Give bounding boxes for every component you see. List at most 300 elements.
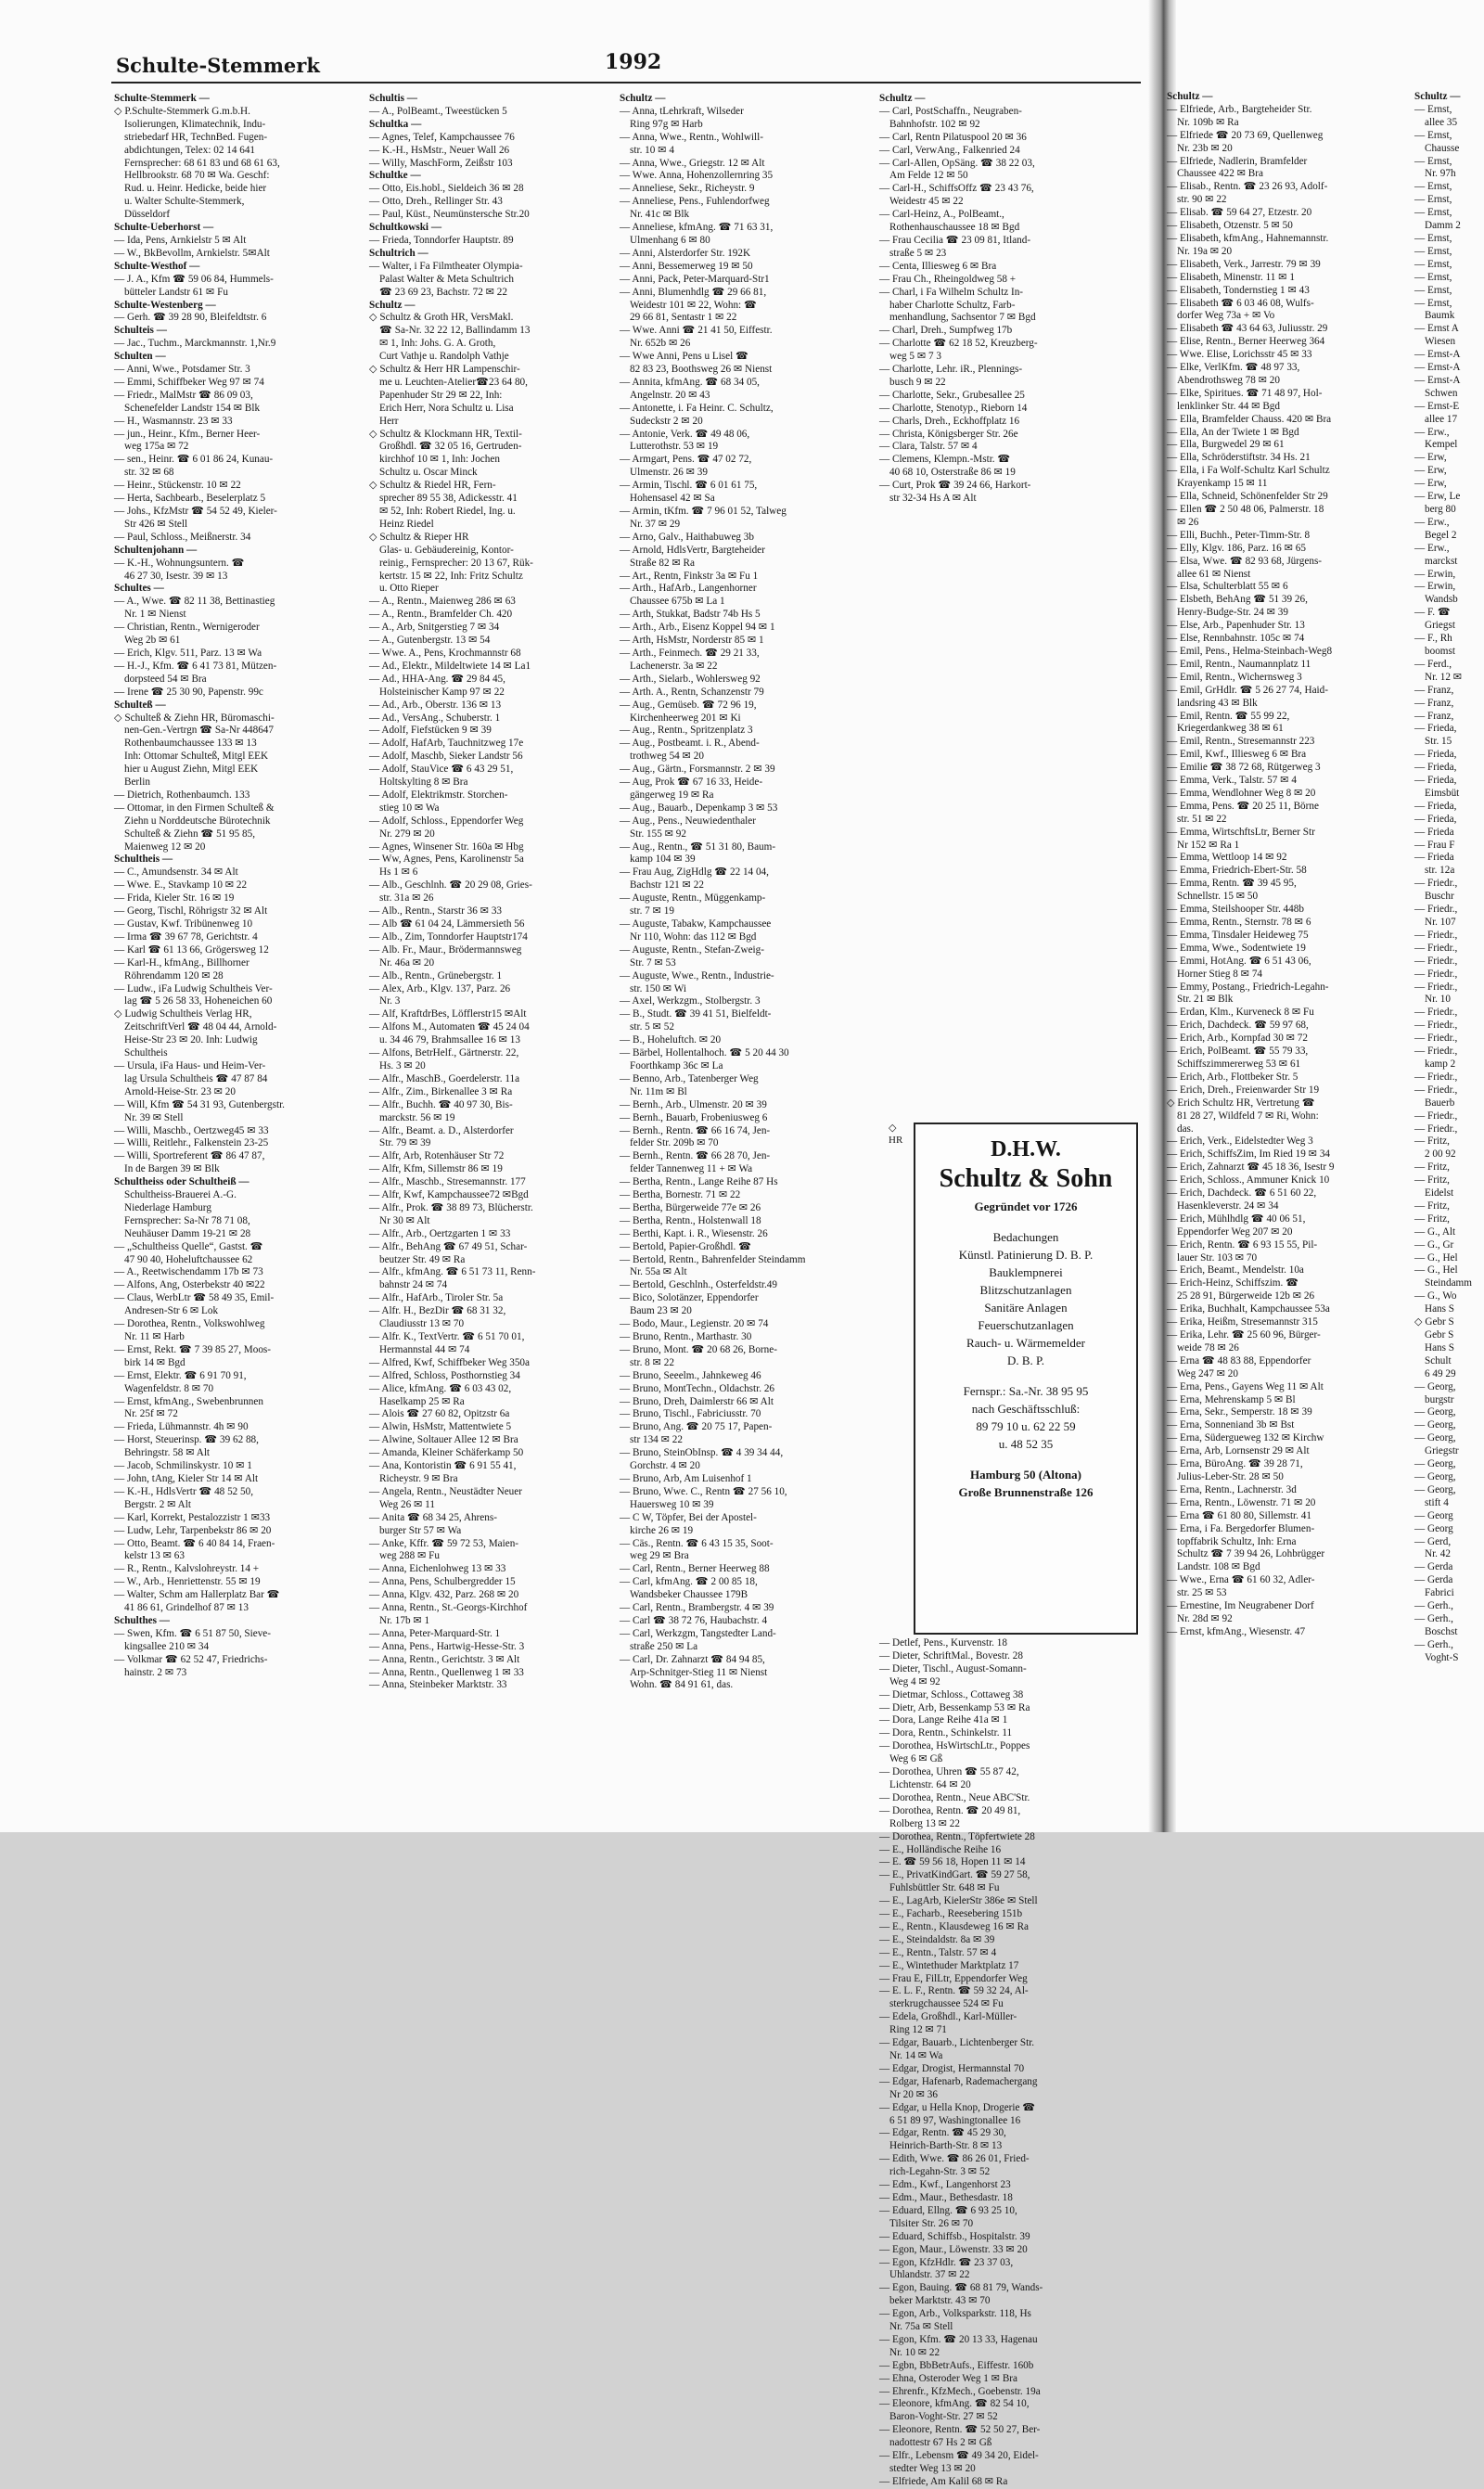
directory-entry: — Wwe. Elise, Lorichsstr 45 ✉ 33 (1167, 349, 1312, 361)
directory-entry: — Erw, (1414, 478, 1447, 490)
directory-entry: — Anna, Eichenlohweg 13 ✉ 33 (369, 1563, 506, 1575)
directory-entry: str. 8 ✉ 22 (630, 1356, 674, 1368)
directory-entry: Gorchstr. 4 ✉ 20 (630, 1460, 700, 1472)
directory-entry: — Elli, Buchh., Peter-Timm-Str. 8 (1167, 529, 1311, 541)
directory-entry: — Elisabeth, Minenstr. 11 ✉ 1 (1167, 271, 1295, 283)
directory-entry: — Antonie, Verk. ☎ 49 48 06, (620, 428, 750, 440)
directory-entry: Maienweg 12 ✉ 20 (124, 840, 206, 853)
directory-entry: — G., Alt (1414, 1225, 1456, 1238)
directory-entry: — Alfr. H., BezDir ☎ 68 31 32, (369, 1305, 506, 1317)
directory-entry: — Egon, KfzHdlr. ☎ 23 37 03, (879, 2256, 1014, 2268)
directory-entry: — A., Rentn., Bramfelder Ch. 420 (369, 609, 513, 621)
directory-entry: Nr. 11 ✉ Harb (124, 1331, 185, 1342)
directory-entry: — Emmi, Schiffbeker Weg 97 ✉ 74 (114, 376, 264, 388)
directory-entry: burgstr (1425, 1393, 1454, 1405)
directory-entry: Nr. 3 (379, 995, 401, 1007)
directory-entry: lenklinker Str. 44 ✉ Bgd (1177, 400, 1280, 412)
directory-entry: Inh: Ottomar Schulteß, Mitgl EEK (124, 751, 269, 763)
directory-entry: — Georg (1414, 1509, 1453, 1521)
directory-entry: Str. 155 ✉ 92 (630, 828, 686, 840)
directory-entry: — Georg, (1414, 1458, 1456, 1470)
directory-entry: — G., Hel (1414, 1251, 1458, 1264)
directory-entry: Heinz Riedel (379, 518, 434, 530)
directory-entry: Fuhlsbüttler Str. 648 ✉ Fu (889, 1882, 1000, 1894)
directory-entry: — Emil, Rentn., Stresemannstr 223 (1167, 736, 1315, 748)
directory-entry: — Erich, Arb., Kornpfad 30 ✉ 72 (1167, 1033, 1308, 1045)
directory-entry: str. 5 ✉ 52 (630, 1021, 674, 1033)
directory-entry: — G., Hel (1414, 1264, 1458, 1277)
directory-entry: Haselkamp 25 ✉ Ra (379, 1395, 465, 1407)
directory-entry: Schulteis — (114, 325, 167, 337)
directory-entry: — Frau Aug, ZigHdlg ☎ 22 14 04, (620, 866, 769, 879)
directory-entry: — Aug., Bauarb., Depenkamp 3 ✉ 53 (620, 802, 778, 814)
directory-entry: — Paul, Schloss., Meißnerstr. 34 (114, 531, 251, 543)
directory-entry: — Frieda, (1414, 800, 1457, 812)
directory-entry: — J. A., Kfm ☎ 59 06 84, Hummels- (114, 273, 274, 285)
directory-entry: ◇ Schultz & Riedel HR, Fern- (369, 480, 496, 492)
directory-entry: — Bertold, Geschlnh., Osterfeldstr.49 (620, 1279, 777, 1291)
directory-entry: — Auguste, Rentn., Müggenkamp- (620, 892, 766, 905)
directory-entry: — E., Holländische Reihe 16 (879, 1843, 1002, 1855)
directory-entry: Damm 2 (1425, 220, 1461, 232)
directory-entry: — Frieda, (1414, 762, 1457, 774)
directory-entry: — Gustav, Kwf. Tribünenweg 10 (114, 918, 253, 930)
directory-entry: — Bertold, Papier-Großhdl. ☎ (620, 1240, 752, 1252)
directory-entry: — Erich, Rentn. ☎ 6 93 15 55, Pil- (1167, 1238, 1318, 1251)
directory-entry: berg 80 (1425, 504, 1456, 515)
directory-entry: Griegst (1425, 620, 1455, 632)
directory-entry: 2 00 92 (1425, 1148, 1456, 1161)
directory-entry: — Ella, Burgwedel 29 ✉ 61 (1167, 439, 1285, 451)
directory-entry: — Friedr., MalMstr ☎ 86 09 03, (114, 389, 253, 401)
directory-entry: — Eleonore, Rentn. ☎ 52 50 27, Ber- (879, 2424, 1041, 2436)
directory-entry: — Wwe. Anna, Hohenzollernring 35 (620, 170, 774, 182)
directory-entry: Weg 247 ✉ 20 (1177, 1367, 1238, 1379)
directory-entry: weg 175a ✉ 72 (124, 441, 189, 453)
directory-entry: — W., BkBevollm, Arnkielstr. 5✉Alt (114, 247, 270, 259)
directory-entry: — Erich, Arb., Flottbeker Str. 5 (1167, 1071, 1298, 1083)
directory-entry: — Jacob, Schmilinskystr. 10 ✉ 1 (114, 1460, 252, 1472)
directory-entry: — Fritz, (1414, 1212, 1450, 1225)
directory-entry: str 32-34 Hs A ✉ Alt (889, 493, 977, 505)
ad-phone-line: nach Geschäftsschluß: (971, 1402, 1081, 1416)
directory-entry: u. Otto Rieper (379, 583, 439, 595)
directory-entry: — E., Steindaldstr. 8a ✉ 39 (879, 1933, 995, 1945)
ad-name: Schultz & Sohn (939, 1164, 1113, 1193)
directory-entry: — A., Wwe. ☎ 82 11 38, Bettinastieg (114, 596, 275, 608)
directory-entry: Nr. 42 (1425, 1548, 1451, 1560)
directory-entry: — Clemens, Klempn.-Mstr. ☎ (879, 454, 1011, 466)
directory-entry: Steindamm (1425, 1277, 1472, 1289)
directory-entry: — Carl-Heinz, A., PolBeamt., (879, 209, 1004, 221)
directory-entry: abdichtungen, Telex: 02 14 641 (124, 144, 256, 156)
directory-entry: — Bertha, Bornestr. 71 ✉ 22 (620, 1189, 741, 1201)
directory-entry: Weidestr 45 ✉ 22 (889, 196, 964, 208)
directory-entry: — Antonette, i. Fa Heinr. C. Schultz, (620, 402, 774, 414)
directory-entry: — Ernst, kfmAng., Swebenbrunnen (114, 1395, 263, 1407)
directory-entry: Nr. 10 (1425, 994, 1451, 1006)
directory-entry: — Ernst, kfmAng., Wiesenstr. 47 (1167, 1625, 1306, 1637)
directory-entry: — Carl, Rentn., Berner Heerweg 88 (620, 1563, 770, 1575)
directory-entry: — Alfons, Ang, Osterbekstr 40 ✉22 (114, 1279, 265, 1291)
directory-entry: — Emma, Tinsdaler Heideweg 75 (1167, 929, 1309, 941)
directory-entry: — Alb., Zim, Tonndorfer Hauptstr174 (369, 930, 528, 943)
directory-entry: reinig., Fernsprecher: 20 13 67, Rük- (379, 557, 533, 569)
directory-entry: — Otto, Eis.hobl., Sieldeich 36 ✉ 28 (369, 183, 524, 195)
directory-column-2 (369, 93, 608, 1818)
directory-entry: — Fritz, (1414, 1174, 1450, 1187)
directory-entry: — Georg, (1414, 1432, 1456, 1444)
directory-entry: — Willi, Maschb., Oertzweg45 ✉ 33 (114, 1124, 269, 1136)
directory-entry: — Alice, kfmAng. ☎ 6 03 43 02, (369, 1382, 512, 1394)
ad-service-line: Rauch- u. Wärmemelder (966, 1336, 1085, 1350)
directory-entry: Schultz — (1414, 91, 1461, 102)
directory-column-4-top (879, 93, 1130, 538)
directory-entry: Nr. 46a ✉ 20 (379, 956, 435, 969)
directory-entry: — Edgar, u Hella Knop, Drogerie ☎ (879, 2101, 1036, 2113)
directory-entry: — Auguste, Tabakw, Kampchaussee (620, 918, 772, 930)
directory-entry: 41 86 61, Grindelhof 87 ✉ 13 (124, 1602, 249, 1614)
directory-entry: — Anni, Blumenhdlg ☎ 29 66 81, (620, 286, 767, 298)
directory-entry: 46 27 30, Isestr. 39 ✉ 13 (124, 570, 228, 582)
directory-entry: — Alfr, Kfm, Sillemstr 86 ✉ 19 (369, 1163, 503, 1175)
directory-entry: Nr. 28d ✉ 92 (1177, 1612, 1233, 1624)
directory-entry: ◇ Schultz & Groth HR, VersMakl. (369, 312, 514, 324)
ad-founded: Gegründet vor 1726 (974, 1200, 1078, 1213)
directory-entry: — Alb., Geschlnh. ☎ 20 29 08, Gries- (369, 879, 532, 892)
directory-entry: kamp 104 ✉ 39 (630, 853, 696, 866)
directory-entry: — Erw, (1414, 465, 1447, 477)
directory-entry: Rothenbaumchaussee 133 ✉ 13 (124, 738, 257, 750)
directory-entry: Nr. 41c ✉ Blk (630, 209, 690, 221)
directory-entry: — Erna ☎ 61 80 80, Sillemstr. 41 (1167, 1509, 1311, 1521)
directory-entry: — Erich, Dachdeck. ☎ 6 51 60 22, (1167, 1187, 1317, 1200)
directory-entry: bütteler Landstr 61 ✉ Fu (124, 286, 228, 298)
directory-entry: — Elisabeth, kfmAng., Hahnemannstr. (1167, 232, 1329, 244)
directory-entry: — Amanda, Kleiner Schäferkamp 50 (369, 1447, 524, 1459)
directory-entry: — Eleonore, kfmAng. ☎ 82 54 10, (879, 2398, 1030, 2410)
directory-entry: — Dieter, SchriftMal., Bovestr. 28 (879, 1649, 1023, 1661)
directory-entry: — Armgart, Pens. ☎ 47 02 72, (620, 454, 752, 466)
directory-entry: — Christian, Rentn., Wernigeroder (114, 622, 260, 634)
directory-entry: — Frieda, (1414, 775, 1457, 787)
directory-entry: Schulthes — (114, 1614, 170, 1626)
directory-entry: 40 68 10, Osterstraße 86 ✉ 19 (889, 467, 1016, 479)
directory-entry: — Elke, VerlKfm. ☎ 48 97 33, (1167, 362, 1300, 374)
directory-entry: — Emma, WirtschftsLtr, Berner Str (1167, 826, 1315, 838)
directory-entry: — Ella, An der Twiete 1 ✉ Bgd (1167, 426, 1299, 438)
directory-entry: — Swen, Kfm. ☎ 6 51 87 50, Sieve- (114, 1627, 271, 1639)
directory-entry: marckstr. 56 ✉ 19 (379, 1111, 455, 1123)
directory-entry: ◇ Ludwig Schultheis Verlag HR, (114, 1008, 252, 1020)
directory-entry: — Eduard, Schiffsb., Hospitalstr. 39 (879, 2230, 1030, 2242)
directory-entry: — Erna, Sonneniand 3b ✉ Bst (1167, 1419, 1295, 1431)
directory-entry: dorpsteed 54 ✉ Bra (124, 673, 207, 685)
directory-entry: Straße 82 ✉ Ra (630, 557, 695, 569)
directory-entry: Nr. 39 ✉ Stell (124, 1111, 184, 1123)
directory-entry: Am Felde 12 ✉ 50 (889, 170, 968, 182)
directory-entry: Hermannstal 44 ✉ 74 (379, 1343, 470, 1355)
directory-entry: — Erika, Heißm, Stresemannstr 315 (1167, 1316, 1318, 1328)
directory-entry: str. 12a (1425, 865, 1455, 877)
directory-entry: Wandsb (1425, 594, 1458, 606)
directory-entry: — H.-J., Kfm. ☎ 6 41 73 81, Mützen- (114, 660, 277, 672)
directory-entry: — Emmi, HotAng. ☎ 6 51 43 06, (1167, 955, 1311, 967)
directory-entry: u. 34 46 79, Brahmsallee 16 ✉ 13 (379, 1034, 520, 1046)
directory-entry: — Arno, Galv., Haithabuweg 3b (620, 531, 754, 543)
directory-entry: Landstr. 108 ✉ Bgd (1177, 1561, 1260, 1573)
directory-entry: Tilsiter Str. 26 ✉ 70 (889, 2217, 974, 2229)
ad-phone-line: u. 48 52 35 (998, 1437, 1054, 1451)
directory-entry: — Irma ☎ 39 67 78, Gerichtstr. 4 (114, 930, 258, 943)
directory-entry: Schultz u. Oscar Minck (379, 467, 478, 479)
directory-entry: — Emma, Friedrich-Ebert-Str. 58 (1167, 865, 1307, 877)
ad-street: Große Brunnenstraße 126 (958, 1485, 1094, 1499)
directory-entry: — Dietr, Arb, Bessenkamp 53 ✉ Ra (879, 1701, 1030, 1713)
directory-entry: ☎ Sa-Nr. 32 22 12, Ballindamm 13 (379, 325, 531, 337)
directory-entry: — Adolf, Fiefstücken 9 ✉ 39 (369, 725, 492, 737)
directory-entry: — E., Rentn., Klausdeweg 16 ✉ Ra (879, 1920, 1030, 1932)
directory-entry: — Carl-H., SchiffsOffz ☎ 23 43 76, (879, 183, 1034, 195)
right-page-column-2 (1414, 91, 1484, 1830)
directory-entry: str. 31a ✉ 26 (379, 892, 434, 905)
directory-entry: ◇ Schultz & Klockmann HR, Textil- (369, 428, 522, 440)
directory-entry: — Elsbeth, BehAng ☎ 51 39 26, (1167, 594, 1308, 606)
directory-entry: — Anna, Rentn., Quellenweg 1 ✉ 33 (369, 1666, 524, 1678)
directory-entry: str 134 ✉ 22 (630, 1434, 683, 1446)
directory-entry: — Frieda, (1414, 723, 1457, 735)
directory-entry: lauer Str. 103 ✉ 70 (1177, 1251, 1258, 1264)
directory-entry: Isolierungen, Klimatechnik, Indu- (124, 118, 266, 130)
directory-entry: weg 5 ✉ 7 3 (889, 351, 941, 363)
directory-entry: felder Str. 209b ✉ 70 (630, 1137, 719, 1149)
directory-entry: — E. ☎ 59 56 18, Hopen 11 ✉ 14 (879, 1856, 1026, 1868)
directory-entry: — Willi, Reitlehr., Falkenstein 23-25 (114, 1137, 269, 1149)
directory-entry: Berlin (124, 776, 150, 789)
directory-entry: — Elisabeth, Verk., Jarrestr. 79 ✉ 39 (1167, 258, 1321, 270)
directory-entry: Schultenjohann — (114, 544, 198, 556)
ad-service-line: Sanitäre Anlagen (984, 1301, 1068, 1315)
directory-entry: — Alwine, Soltauer Allee 12 ✉ Bra (369, 1434, 518, 1446)
directory-entry: — Wwe Anni, Pens u Lisel ☎ (620, 351, 748, 363)
directory-entry: — Carl, Rentn., Brambergstr. 4 ✉ 39 (620, 1602, 774, 1614)
directory-entry: — Erna, Sekr., Semperstr. 18 ✉ 39 (1167, 1406, 1312, 1418)
directory-entry: Ziehn u Norddeutsche Bürotechnik (124, 815, 271, 827)
directory-entry: — Carl, Rentn Pilatuspool 20 ✉ 36 (879, 131, 1027, 143)
directory-entry: rich-Legahn-Str. 3 ✉ 52 (889, 2166, 991, 2178)
directory-entry: — Bodo, Maur., Legienstr. 20 ✉ 74 (620, 1318, 769, 1330)
directory-entry: — Charlotte ☎ 62 18 52, Kreuzberg- (879, 338, 1038, 350)
directory-entry: — Elsa, Wwe. ☎ 82 93 68, Jürgens- (1167, 555, 1323, 567)
directory-entry: Eidelst (1425, 1187, 1454, 1200)
directory-entry: — Ernst, (1414, 103, 1452, 115)
directory-entry: Wagenfeldstr. 8 ✉ 70 (124, 1382, 214, 1394)
directory-entry: stedter Weg 13 ✉ 20 (889, 2463, 976, 2474)
directory-entry: — Gerda (1414, 1574, 1453, 1586)
directory-entry: — Dietmar, Schloss., Cottaweg 38 (879, 1688, 1024, 1700)
directory-entry: — Ana, Kontoristin ☎ 6 91 55 41, (369, 1460, 517, 1472)
directory-entry: Schulteß & Ziehn ☎ 51 95 85, (124, 828, 256, 840)
directory-entry: — Friedr., (1414, 942, 1458, 954)
directory-entry: — Friedr., (1414, 929, 1458, 941)
directory-entry: — C W, Töpfer, Bei der Apostel- (620, 1511, 757, 1523)
directory-entry: — Ernst, Rekt. ☎ 7 39 85 27, Moos- (114, 1343, 272, 1355)
directory-entry: Hauersweg 10 ✉ 39 (630, 1498, 714, 1510)
directory-entry: — Erich, Zahnarzt ☎ 45 18 36, Isestr 9 (1167, 1161, 1335, 1174)
directory-entry: — Emil, Rentn., Naumannplatz 11 (1167, 658, 1311, 670)
directory-entry: str. 150 ✉ Wi (630, 982, 686, 994)
directory-entry: — Anna, Pens, Schulbergredder 15 (369, 1576, 516, 1588)
directory-entry: — Emil, Rentn. ☎ 55 99 22, (1167, 710, 1290, 722)
directory-entry: — Elsa, Schulterblatt 55 ✉ 6 (1167, 581, 1288, 593)
directory-entry: — Ad., HHA-Ang. ☎ 29 84 45, (369, 673, 505, 685)
directory-entry: — Arth., Sielarb., Wohlersweg 92 (620, 673, 761, 685)
directory-entry: stieg 10 ✉ Wa (379, 802, 440, 814)
directory-entry: — Ernestine, Im Neugrabener Dorf (1167, 1600, 1314, 1612)
directory-entry: — Horst, Steuerinsp. ☎ 39 62 88, (114, 1434, 259, 1446)
directory-entry: Weg 4 ✉ 92 (889, 1675, 940, 1687)
header-rule (111, 82, 1141, 83)
directory-entry: Nr. 55a ✉ Alt (630, 1266, 687, 1278)
directory-entry: Voght-S (1425, 1651, 1459, 1663)
directory-entry: — Auguste, Wwe., Rentn., Industrie- (620, 969, 774, 981)
directory-entry: — Bärbel, Hollentalhoch. ☎ 5 20 44 30 (620, 1047, 789, 1059)
directory-entry: — Erna, Rentn., Löwenstr. 71 ✉ 20 (1167, 1496, 1316, 1508)
ad-service-line: D. B. P. (1006, 1354, 1045, 1367)
directory-entry: — Friedr., (1414, 1020, 1458, 1032)
directory-entry: 82 83 23, Boothsweg 26 ✉ Nienst (630, 364, 773, 376)
directory-entry: — Franz, (1414, 684, 1454, 696)
directory-entry: — Paul, Küst., Neumünstersche Str.20 (369, 209, 530, 221)
directory-entry: — Emma, Steilshooper Str. 448b (1167, 904, 1304, 916)
directory-entry: — Anna, Steinbeker Marktstr. 33 (369, 1679, 507, 1691)
directory-entry: — Arth. A., Rentn, Schanzenstr 79 (620, 686, 764, 698)
directory-entry: — Volkmar ☎ 62 52 47, Friedrichs- (114, 1653, 268, 1665)
directory-entry: Hans S (1425, 1303, 1455, 1315)
directory-entry: Nr. 12 ✉ (1425, 671, 1463, 683)
page-header (0, 37, 1484, 85)
directory-entry: — Gerd, (1414, 1535, 1452, 1547)
directory-entry: — sen., Heinr. ☎ 6 01 86 24, Kunau- (114, 454, 274, 466)
directory-entry: Schenefelder Landstr 154 ✉ Blk (124, 402, 261, 414)
directory-entry: — Anni, Alsterdorfer Str. 192K (620, 247, 751, 259)
right-page-column-1 (1167, 91, 1389, 1830)
directory-entry: — Wwe. E., Stavkamp 10 ✉ 22 (114, 879, 248, 892)
directory-entry: Schulte-Westenberg — (114, 299, 216, 311)
directory-entry: Glas- u. Gebäudereinig, Kontor- (379, 544, 514, 556)
directory-entry: — Ursula, iFa Haus- und Heim-Ver- (114, 1059, 266, 1071)
directory-entry: — Bruno, Arb, Am Luisenhof 1 (620, 1472, 752, 1484)
directory-entry: — Bruno, SteinObInsp. ☎ 4 39 34 44, (620, 1447, 784, 1459)
directory-entry: — Ernst A (1414, 323, 1459, 335)
directory-entry: — Eduard, Ellng. ☎ 6 93 25 10, (879, 2204, 1017, 2216)
directory-entry: — Frau E, FilLtr, Eppendorfer Weg (879, 1972, 1028, 1984)
directory-entry: — Bico, Solotänzer, Eppendorfer (620, 1292, 759, 1304)
directory-entry: — Friedr., (1414, 968, 1458, 980)
directory-entry: Lichtenstr. 64 ✉ 20 (889, 1778, 971, 1790)
directory-entry: — Adolf, Schloss., Eppendorfer Weg (369, 815, 524, 827)
directory-entry: — Alex, Arb., Klgv. 137, Parz. 26 (369, 982, 511, 994)
directory-entry: — Alfr., kfmAng. ☎ 6 51 73 11, Renn- (369, 1266, 536, 1278)
directory-entry: — E., LagArb, KielerStr 386e ✉ Stell (879, 1895, 1038, 1907)
directory-entry: Schultz — (879, 93, 926, 104)
directory-entry: — Friedr., (1414, 1123, 1458, 1135)
directory-entry: — Alois ☎ 27 60 82, Opitzstr 6a (369, 1408, 510, 1420)
directory-entry: — Carl-Allen, OpSäng. ☎ 38 22 03, (879, 157, 1035, 169)
directory-entry: — Emma, Pens. ☎ 20 25 11, Börne (1167, 800, 1319, 812)
directory-entry: Chaussee 675b ✉ La 1 (630, 596, 725, 608)
directory-entry: Hans S (1425, 1341, 1455, 1354)
directory-entry: — A., Rentn., Maienweg 286 ✉ 63 (369, 596, 516, 608)
directory-entry: — Alfons, BetrHelf., Gärtnerstr. 22, (369, 1047, 519, 1059)
directory-entry: — Bernh., Rentn. ☎ 66 16 74, Jen- (620, 1124, 771, 1136)
directory-entry: — Ernst, (1414, 207, 1452, 219)
directory-entry: — Centa, Illiesweg 6 ✉ Bra (879, 260, 997, 272)
directory-entry: Schulte-Westhof — (114, 260, 200, 272)
directory-entry: — Erw., (1414, 426, 1450, 438)
directory-entry: — Alb., Rentn., Starstr 36 ✉ 33 (369, 905, 503, 917)
directory-entry: — Ella, Schneid, Schönenfelder Str 29 (1167, 491, 1328, 503)
directory-entry: — Dorothea, Uhren ☎ 55 87 42, (879, 1766, 1019, 1778)
directory-entry: — F. ☎ (1414, 607, 1451, 619)
directory-entry: — Georg, (1414, 1380, 1456, 1392)
directory-entry: — E., Wintethuder Marktplatz 17 (879, 1959, 1019, 1971)
directory-entry: Ulmenstr. 26 ✉ 39 (630, 467, 708, 479)
directory-entry: str. 90 ✉ 22 (1177, 194, 1227, 206)
directory-entry: — Ernst-A (1414, 362, 1461, 374)
directory-entry: ◇ Schulteß & Ziehn HR, Büromaschi- (114, 712, 275, 724)
directory-entry: 6 49 29 (1425, 1367, 1456, 1379)
directory-entry: Hellbrookstr. 68 70 ✉ Wa. Geschf: (124, 170, 270, 182)
directory-entry: — Walter, i Fa Filmtheater Olympia- (369, 260, 523, 272)
directory-entry: Angelnstr. 20 ✉ 43 (630, 389, 710, 401)
directory-entry: Bachstr 121 ✉ 22 (630, 879, 704, 892)
directory-entry: In de Bargen 39 ✉ Blk (124, 1163, 220, 1175)
directory-entry: Str. 79 ✉ 39 (379, 1137, 431, 1149)
directory-entry: Foorthkamp 36c ✉ La (630, 1059, 723, 1071)
directory-entry: — Frida, Kieler Str. 16 ✉ 19 (114, 892, 235, 905)
directory-entry: — E., Rentn., Talstr. 57 ✉ 4 (879, 1946, 997, 1958)
directory-entry: — Aug., Gärtn., Forsmannstr. 2 ✉ 39 (620, 763, 775, 776)
directory-entry: Nr 20 ✉ 36 (889, 2088, 938, 2100)
directory-entry: — Bruno, Wwe. C., Rentn ☎ 27 56 10, (620, 1485, 787, 1497)
directory-entry: — Elke, Spiritues. ☎ 71 48 97, Hol- (1167, 387, 1323, 399)
directory-entry: straße 5 ✉ 23 (889, 247, 947, 259)
directory-entry: — Ernst, (1414, 155, 1452, 167)
directory-entry: birk 14 ✉ Bgd (124, 1356, 186, 1368)
directory-entry: — Alfr., Beamt. a. D., Alsterdorfer (369, 1124, 514, 1136)
directory-entry: Chausse (1425, 142, 1460, 154)
directory-entry: — Ad., Arb., Oberstr. 136 ✉ 13 (369, 699, 502, 711)
directory-entry: — Alf, KraftdrBes, Löfflerstr15 ✉Alt (369, 1008, 527, 1020)
directory-entry: — Alwin, HsMstr, Mattentwiete 5 (369, 1421, 512, 1433)
directory-entry: Papenhuder Str 29 ✉ 22, Inh: (379, 389, 503, 401)
directory-entry: — Emma, Rentn., Sternstr. 78 ✉ 6 (1167, 917, 1311, 928)
directory-entry: Sudeckstr 2 ✉ 20 (630, 415, 703, 427)
directory-entry: — Agnes, Winsener Str. 160a ✉ Hbg (369, 840, 524, 853)
directory-entry: — K.-H., HsMstr., Neuer Wall 26 (369, 144, 510, 156)
directory-entry: — Friedr., (1414, 1007, 1458, 1019)
directory-entry: — Adolf, Elektrikmstr. Storchen- (369, 789, 508, 801)
directory-entry: — Alfr., Maschb., Stresemannstr. 177 (369, 1176, 526, 1188)
directory-entry: — Edgar, Drogist, Hermannstal 70 (879, 2062, 1025, 2074)
directory-entry: — Ernst, (1414, 194, 1452, 206)
directory-entry: — Alfr., MaschB., Goerdelerstr. 11a (369, 1072, 520, 1084)
directory-entry: — Georg, Tischl, Röhrigstr 32 ✉ Alt (114, 905, 268, 917)
directory-entry: — Wwe., Erna ☎ 61 60 32, Adler- (1167, 1574, 1315, 1586)
directory-entry: — Ernst, (1414, 232, 1452, 244)
directory-entry: Horner Stieg 8 ✉ 74 (1177, 968, 1263, 980)
